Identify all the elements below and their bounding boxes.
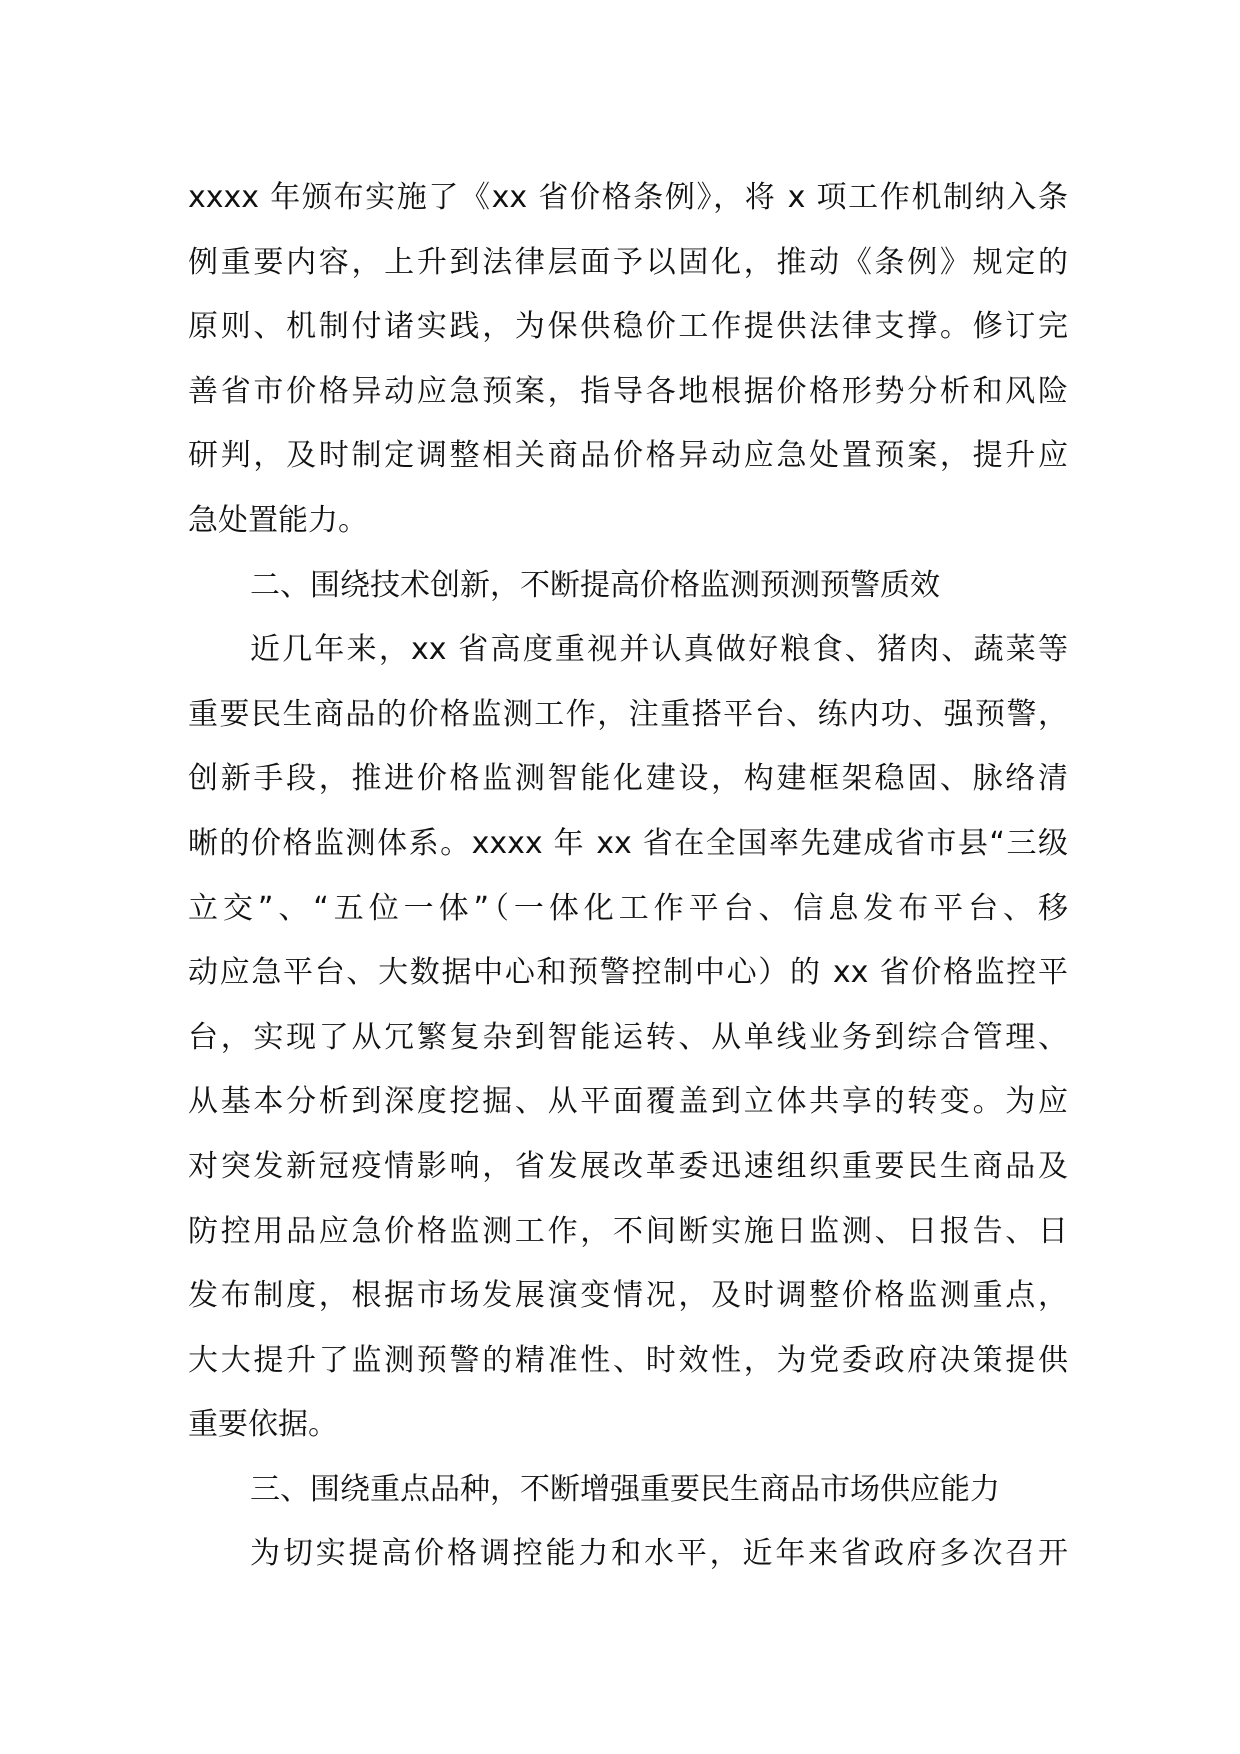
- text-line: 重要民生商品的价格监测工作，注重搭平台、练内功、强预警，: [188, 696, 1068, 732]
- text-line: 创新手段，推进价格监测智能化建设，构建框架稳固、脉络清: [188, 761, 1068, 797]
- text-line: 对突发新冠疫情影响，省发展改革委迅速组织重要民生商品及: [188, 1148, 1068, 1184]
- text-line: 原则、机制付诸实践，为保供稳价工作提供法律支撑。修订完: [188, 309, 1068, 345]
- text-line: 从基本分析到深度挖掘、从平面覆盖到立体共享的转变。为应: [188, 1084, 1068, 1120]
- text-line: 发布制度，根据市场发展演变情况，及时调整价格监测重点，: [188, 1278, 1068, 1314]
- text-line: 研判，及时制定调整相关商品价格异动应急处置预案，提升应: [188, 438, 1068, 474]
- text-line: 动应急平台、大数据中心和预警控制中心）的 xx 省价格监控平: [188, 955, 1068, 991]
- section-heading: 三、围绕重点品种，不断增强重要民生商品市场供应能力: [250, 1471, 1000, 1507]
- section-heading: 二、围绕技术创新，不断提高价格监测预测预警质效: [250, 567, 940, 603]
- text-line: 台，实现了从冗繁复杂到智能运转、从单线业务到综合管理、: [188, 1019, 1068, 1055]
- text-line: 立交”、“五位一体”（一体化工作平台、信息发布平台、移: [188, 890, 1068, 926]
- text-line: 晰的价格监测体系。xxxx 年 xx 省在全国率先建成省市县“三级: [188, 825, 1068, 861]
- text-line: 防控用品应急价格监测工作，不间断实施日监测、日报告、日: [188, 1213, 1068, 1249]
- document-body: [188, 166, 1068, 1587]
- text-line: 善省市价格异动应急预案，指导各地根据价格形势分析和风险: [188, 373, 1068, 409]
- text-line: xxxx 年颁布实施了《xx 省价格条例》，将 x 项工作机制纳入条: [188, 180, 1068, 215]
- text-line: 重要依据。: [188, 1407, 338, 1443]
- text-line: 例重要内容，上升到法律层面予以固化，推动《条例》规定的: [188, 244, 1068, 280]
- text-line: 大大提升了监测预警的精准性、时效性，为党委政府决策提供: [188, 1342, 1068, 1378]
- text-line: 近几年来，xx 省高度重视并认真做好粮食、猪肉、蔬菜等: [250, 632, 1068, 668]
- text-line: 为切实提高价格调控能力和水平，近年来省政府多次召开: [250, 1536, 1068, 1572]
- text-line: 急处置能力。: [188, 502, 368, 538]
